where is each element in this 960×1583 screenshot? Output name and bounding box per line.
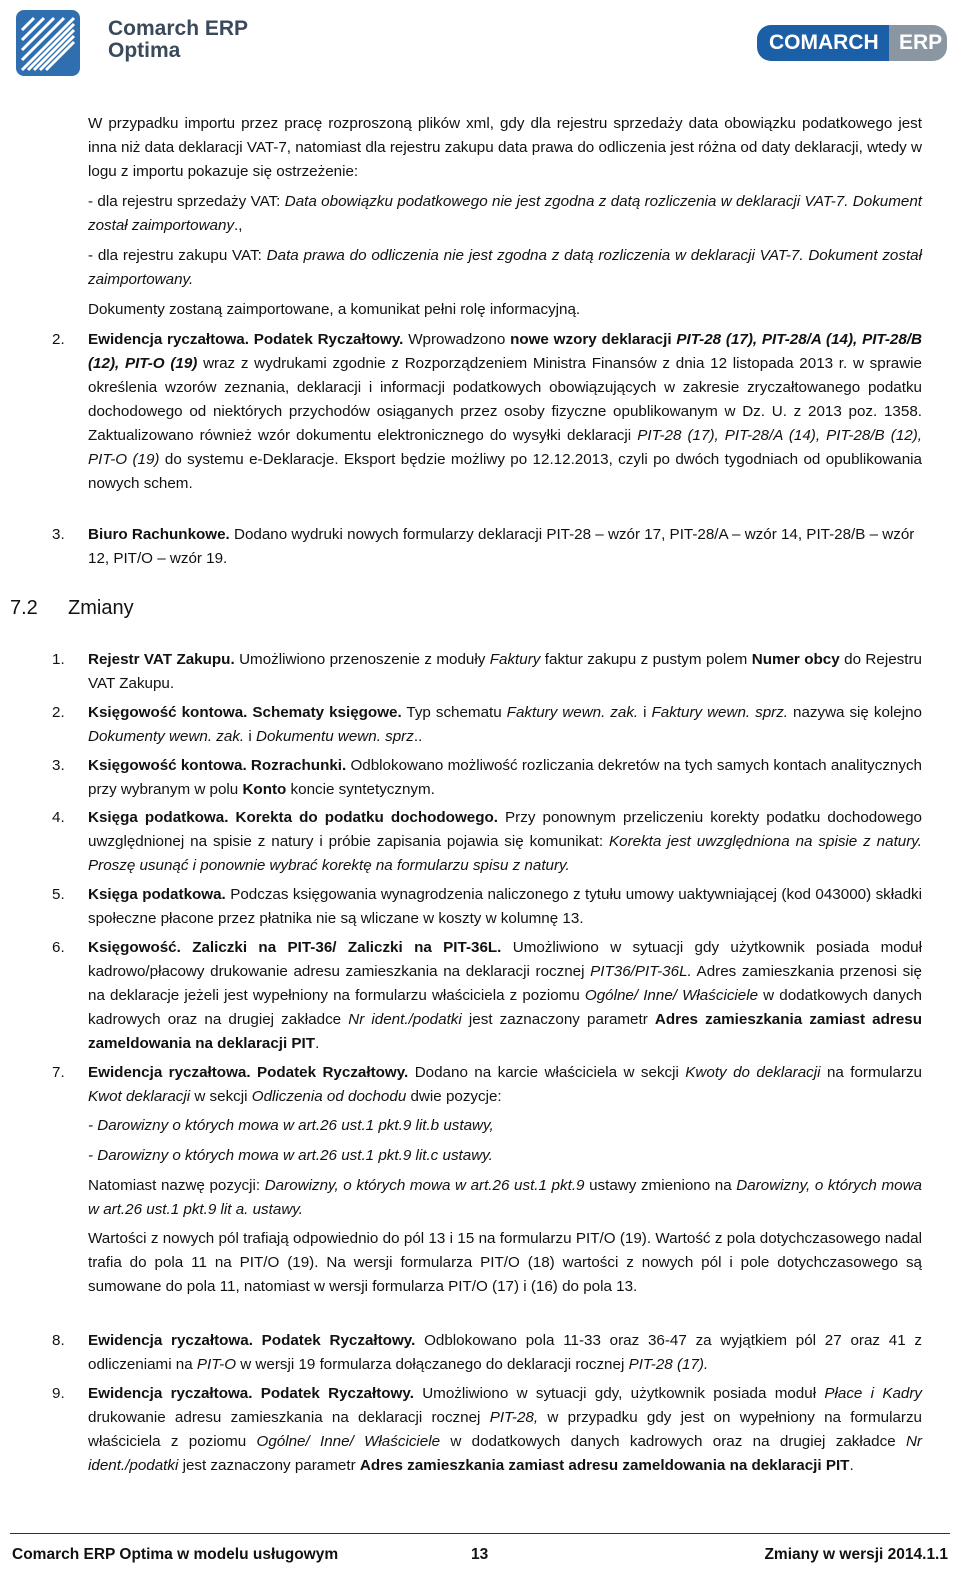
intro-note: Dokumenty zostaną zaimportowane, a komunikat pełni rolę informacyjną. xyxy=(88,301,581,318)
footer-divider xyxy=(10,1533,950,1534)
list-item: Ewidencja ryczałtowa. Podatek Ryczałtowy. Odblokowano pola 11-33 oraz 36-47 za wyjątkiem pól 27 oraz 41 z odliczeniami na PIT-O w wersji 19 formularza dołączanego do deklaracji rocznej PIT-28 (17). xyxy=(88,1332,923,1373)
list-number: 1. xyxy=(52,651,65,668)
list-number: 4. xyxy=(52,809,65,826)
section-heading xyxy=(10,594,134,622)
brand-right: ERP xyxy=(899,31,943,54)
list-subitem: Natomiast nazwę pozycji: Darowizny, o których mowa w art.26 ust.1 pkt.9 ustawy zmieniono na Darowizny, o których mowa w art.26 ust.1 pkt.9 lit a. ustawy. xyxy=(88,1177,922,1218)
intro-sales-warning: - dla rejestru sprzedaży VAT: Data obowiązku podatkowego nie jest zgodna z datą rozliczenia w deklaracji VAT-7. Dokument został zaimportowany., xyxy=(88,193,922,234)
list-number: 7. xyxy=(52,1064,65,1081)
list-item: Księga podatkowa. Korekta do podatku dochodowego. Przy ponownym przeliczeniu korekty podatku dochodowego uwzględnionej na spisie z natury i próbie zapisania pojawia się komunikat: Korekta jest uwzględniona na spisie z natury. Proszę usunąć i ponownie wybrać korektę na formularzu spisu z natury. xyxy=(88,809,922,874)
list-item: Rejestr VAT Zakupu. Umożliwiono przenoszenie z moduły Faktury faktur zakupu z pustym polem Numer obcy do Rejestru VAT Zakupu. xyxy=(88,651,922,692)
list-number: 9. xyxy=(52,1385,65,1402)
list-item: Biuro Rachunkowe. Dodano wydruki nowych formularzy deklaracji PIT-28 – wzór 17, PIT-28/A – wzór 14, PIT-28/B – wzór 12, PIT/O – wzór 19. xyxy=(88,526,915,567)
comarch-erp-logo xyxy=(757,25,947,61)
optima-logo xyxy=(14,10,114,76)
list-subitem: Wartości z nowych pól trafiają odpowiednio do pól 13 i 15 na formularzu PIT/O (19). Wartość z pola dotychczasowego nadal trafia do pola 11 na PIT/O (19). Na wersji formularza PIT/O (18) wartości z nowych pól i pole dotychczasowego są sumowane do pola 11, natomiast w wersji formularza PIT/O (17) i (16) do pola 13. xyxy=(88,1230,922,1295)
section-title: Zmiany xyxy=(68,597,134,619)
optima-logo-icon xyxy=(14,10,110,76)
list-item: Księgowość kontowa. Rozrachunki. Odblokowano możliwość rozliczania dekretów na tych samych kontach analitycznych przy wybranym w polu Konto koncie syntetycznym. xyxy=(88,757,923,798)
list-item: Ewidencja ryczałtowa. Podatek Ryczałtowy. Umożliwiono w sytuacji gdy, użytkownik posiada moduł Płace i Kadry drukowanie adresu zamieszkania na deklaracji rocznej PIT-28, w przypadku gdy jest on wypełniony na formularzu właściciela z poziomu Ogólne/ Inne/ Właściciele w dodatkowych danych kadrowych oraz na drugiej zakładce Nr ident./podatki jest zaznaczony parametr Adres zamieszkania zamiast adresu zameldowania na deklaracji PIT. xyxy=(88,1385,922,1474)
list-number: 6. xyxy=(52,939,65,956)
list-number: 8. xyxy=(52,1332,65,1349)
list-subitem: - Darowizny o których mowa w art.26 ust.1 pkt.9 lit.c ustawy. xyxy=(88,1147,493,1164)
list-item: Ewidencja ryczałtowa. Podatek Ryczałtowy. Dodano na karcie właściciela w sekcji Kwoty do deklaracji na formularzu Kwot deklaracji w sekcji Odliczenia od dochodu dwie pozycje: xyxy=(88,1064,922,1105)
list-subitem: - Darowizny o których mowa w art.26 ust.1 pkt.9 lit.b ustawy, xyxy=(88,1117,494,1134)
list-number: 3. xyxy=(52,757,65,774)
list-item: Księgowość. Zaliczki na PIT-36/ Zaliczki na PIT-36L. Umożliwiono w sytuacji gdy użytkownik posiada moduł kadrowo/płacowy drukowanie adresu zamieszkania na deklaracji rocznej PIT36/PIT-36L. Adres zamieszkania przenosi się na deklaracje jeżeli jest wypełniony na formularzu właściciela z poziomu Ogólne/ Inne/ Właściciele w dodatkowych danych kadrowych oraz na drugiej zakładce Nr ident./podatki jest zaznaczony parametr Adres zamieszkania zamiast adresu zameldowania na deklaracji PIT. xyxy=(88,939,923,1052)
intro-paragraph: W przypadku importu przez pracę rozproszoną plików xml, gdy dla rejestru sprzedaży data obowiązku podatkowego jest inna niż data deklaracji VAT-7, natomiast dla rejestru zakupu data prawa do odliczenia jest różna od daty deklaracji, wtedy w logu z importu pokazuje się ostrzeżenie: xyxy=(88,115,922,180)
brand-left: COMARCH xyxy=(769,31,879,54)
section-number: 7.2 xyxy=(10,597,38,619)
product-line-2: Optima xyxy=(108,39,181,62)
list-item: Księga podatkowa. Podczas księgowania wynagrodzenia naliczonego z tytułu umowy uaktywniającej (kod 043000) składki społeczne płacone przez płatnika nie są wliczane w koszty w kolumnę 13. xyxy=(88,886,922,927)
product-line-1: Comarch ERP xyxy=(108,17,249,40)
list-item: Ewidencja ryczałtowa. Podatek Ryczałtowy. Wprowadzono nowe wzory deklaracji PIT-28 (17), PIT-28/A (14), PIT-28/B (12), PIT-O (19) wraz z wydrukami zgodnie z Rozporządzeniem Ministra Finansów z dnia 12 listopada 2013 r. w sprawie określenia wzorów zeznania, deklaracji i informacji podatkowych obowiązujących w zakresie zryczałtowanego podatku dochodowego od niektórych przychodów osiąganych przez osoby fizyczne opublikowanym w Dz. U. z 2013 poz. 1358. Zaktualizowano również wzór dokumentu elektronicznego do wysyłki deklaracji PIT-28 (17), PIT-28/A (14), PIT-28/B (12), PIT-O (19) do systemu e-Deklaracje. Eksport będzie możliwy po 12.12.2013, czyli po dwóch tygodniach od opublikowania nowych schem. xyxy=(88,331,922,492)
footer-version: Zmiany w wersji 2014.1.1 xyxy=(764,1546,948,1563)
list-number: 2. xyxy=(52,331,65,348)
intro-purchase-warning: - dla rejestru zakupu VAT: Data prawa do odliczenia nie jest zgodna z datą rozliczenia w deklaracji VAT-7. Dokument został zaimportowany. xyxy=(88,247,922,288)
list-number: 2. xyxy=(52,704,65,721)
list-number: 3. xyxy=(52,526,65,543)
page-number: 13 xyxy=(471,1546,489,1563)
product-name xyxy=(108,18,248,62)
footer-title: Comarch ERP Optima w modelu usługowym xyxy=(12,1546,339,1563)
list-number: 5. xyxy=(52,886,65,903)
list-item: Księgowość kontowa. Schematy księgowe. Typ schematu Faktury wewn. zak. i Faktury wewn. sprz. nazywa się kolejno Dokumenty wewn. zak. i Dokumentu wewn. sprz.. xyxy=(88,704,922,745)
